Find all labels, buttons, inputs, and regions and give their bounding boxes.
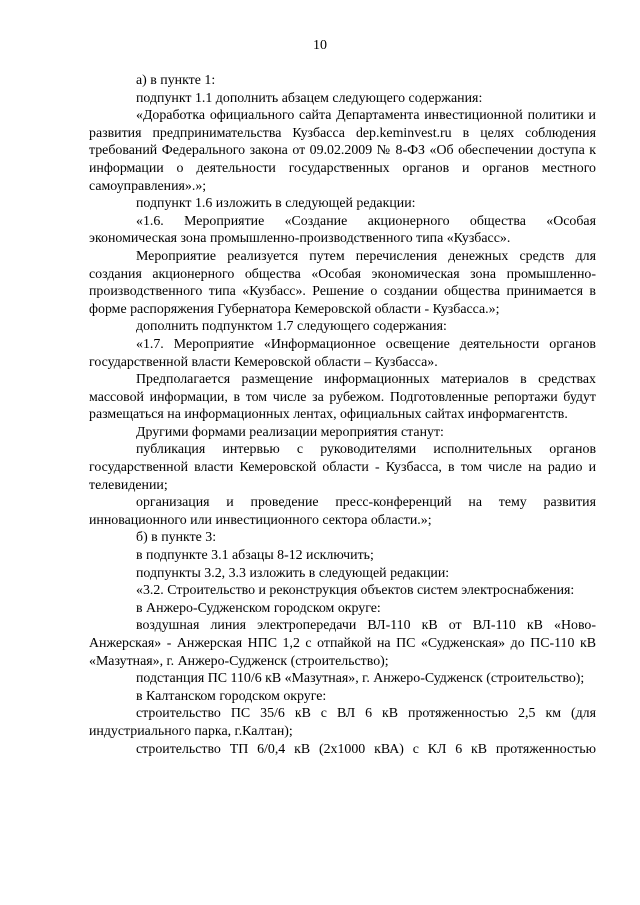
page-number: 10 [313,38,327,53]
paragraph: организация и проведение пресс-конференций на тему развития инновационного или инвестиционного сектора области.»; [89,495,596,528]
paragraph: строительство ТП 6/0,4 кВ (2х1000 кВА) с КЛ 6 кВ протяженностью [136,741,596,757]
paragraph: строительство ПС 35/6 кВ с ВЛ 6 кВ протяженностью 2,5 км (для индустриального парка, г.Калтан); [89,706,596,739]
paragraph: Другими формами реализации мероприятия станут: [136,424,444,440]
paragraph: подпункт 1.6 изложить в следующей редакции: [136,196,416,212]
paragraph: «3.2. Строительство и реконструкция объектов систем электроснабжения: [136,583,575,599]
paragraph: дополнить подпунктом 1.7 следующего содержания: [136,319,447,335]
paragraph: в Калтанском городском округе: [136,688,327,704]
paragraph: «1.6. Мероприятие «Создание акционерного общества «Особая экономическая зона промышленно-производственного типа «Кузбасс». [89,213,596,247]
document-body [89,72,596,758]
paragraph: в Анжеро-Судженском городском округе: [136,600,381,616]
paragraph: публикация интервью с руководителями исполнительных органов государственной власти Кемеровской области - Кузбасса, в том числе на радио и телевидении; [89,442,596,493]
paragraph: Предполагается размещение информационных материалов в средствах массовой информации, в том числе за рубежом. Подготовленные репортажи будут размещаться на информационных лентах, официальных сайтах информагентств. [89,372,596,423]
paragraph: подпункты 3.2, 3.3 изложить в следующей редакции: [136,565,450,581]
paragraph: подстанция ПС 110/6 кВ «Мазутная», г. Анжеро-Судженск (строительство); [136,671,585,687]
paragraph: а) в пункте 1: [136,73,216,88]
paragraph: Мероприятие реализуется путем перечисления денежных средств для создания акционерного общества «Особая экономическая зона промышленно-производственного типа «Кузбасс». Решение о создании общества принимается в форме распоряжения Губернатора Кемеровской области - Кузбасса.»; [89,248,596,317]
paragraph: подпункт 1.1 дополнить абзацем следующего содержания: [136,90,483,106]
paragraph: б) в пункте 3: [136,530,217,546]
paragraph: в подпункте 3.1 абзацы 8-12 исключить; [136,548,374,564]
paragraph: «1.7. Мероприятие «Информационное освещение деятельности органов государственной власти Кемеровской области – Кузбасса». [89,336,596,370]
paragraph: воздушная линия электропередачи ВЛ-110 кВ от ВЛ-110 кВ «Ново-Анжерская» - Анжерская НПС 1,2 с отпайкой на ПС «Судженская» до ПС-110 кВ «Мазутная», г. Анжеро-Судженск (строительство); [89,618,596,669]
paragraph: «Доработка официального сайта Департамента инвестиционной политики и развития предпринимательства Кузбасса dep.keminvest.ru в целях соблюдения требований Федерального закона от 09.02.2009 № 8-ФЗ «Об обеспечении доступа к информации о деятельности государственных органов и органов местного самоуправления».»; [89,108,596,194]
